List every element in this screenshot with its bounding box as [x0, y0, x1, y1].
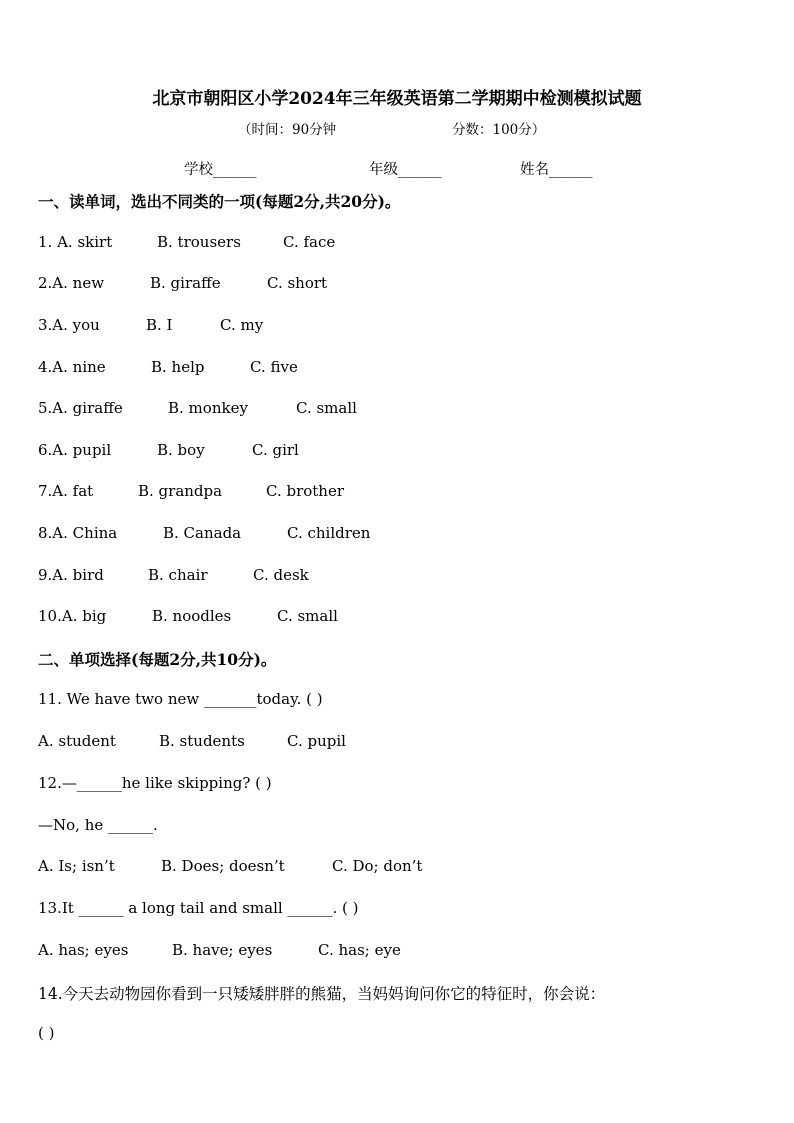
option-b: B. chair — [148, 566, 208, 584]
exam-meta — [238, 118, 546, 138]
option-a: 5.A. giraffe — [38, 399, 123, 417]
option-a: 3.A. you — [38, 316, 100, 334]
option-c: C. brother — [266, 482, 345, 500]
question-row — [38, 482, 758, 502]
grade-field: 年级______ — [369, 162, 442, 178]
option-a: 1. A. skirt — [38, 233, 113, 251]
question-13-stem: 13.It ______ a long tail and small ______. ( ) — [38, 899, 359, 917]
exam-time: （时间：90分钟 — [238, 122, 337, 138]
question-row — [38, 358, 758, 378]
option-b: B. Does; doesn’t — [161, 857, 285, 875]
option-b: B. I — [146, 316, 173, 334]
question-row — [38, 399, 758, 419]
option-c: C. desk — [253, 566, 309, 584]
option-a: 2.A. new — [38, 274, 105, 292]
question-row — [38, 607, 758, 627]
option-b: B. Canada — [163, 524, 242, 542]
question-row — [38, 566, 758, 586]
option-b: B. students — [159, 732, 245, 750]
option-a: 4.A. nine — [38, 358, 106, 376]
question-12-reply: —No, he ______. — [38, 816, 158, 834]
option-b: B. trousers — [157, 233, 241, 251]
question-12-stem: 12.—______he like skipping? ( ) — [38, 774, 272, 792]
page-title: 北京市朝阳区小学2024年三年级英语第二学期期中检测模拟试题 — [152, 89, 642, 109]
option-a: A. Is; isn’t — [38, 857, 115, 875]
option-c: C. small — [277, 607, 338, 625]
option-a: 9.A. bird — [38, 566, 104, 584]
option-b: B. noodles — [152, 607, 232, 625]
option-a: 8.A. China — [38, 524, 118, 542]
question-11-stem: 11. We have two new _______today. ( ) — [38, 690, 323, 708]
option-a: 10.A. big — [38, 607, 107, 625]
question-row — [38, 524, 758, 544]
exam-score: 分数：100分） — [452, 122, 546, 138]
question-14-blank: ( ) — [38, 1024, 55, 1042]
option-b: B. help — [151, 358, 205, 376]
question-row — [38, 233, 758, 253]
question-11-options — [38, 732, 758, 752]
question-row — [38, 274, 758, 294]
option-a: A. has; eyes — [38, 941, 129, 959]
option-a: 6.A. pupil — [38, 441, 112, 459]
option-c: C. short — [267, 274, 328, 292]
option-c: C. pupil — [287, 732, 346, 750]
section-1-heading: 一、读单词，选出不同类的一项(每题2分,共20分)。 — [38, 192, 401, 211]
option-c: C. face — [283, 233, 336, 251]
option-c: C. five — [250, 358, 298, 376]
option-c: C. has; eye — [318, 941, 401, 959]
option-c: C. children — [287, 524, 371, 542]
question-row — [38, 441, 758, 461]
option-c: C. small — [296, 399, 357, 417]
option-b: B. have; eyes — [172, 941, 273, 959]
question-row — [38, 316, 758, 336]
option-b: B. boy — [157, 441, 205, 459]
school-field: 学校______ — [184, 162, 257, 178]
option-c: C. my — [220, 316, 264, 334]
section-2-heading: 二、单项选择(每题2分,共10分)。 — [38, 650, 277, 669]
option-b: B. giraffe — [150, 274, 221, 292]
option-b: B. monkey — [168, 399, 248, 417]
question-14-stem: 14.今天去动物园你看到一只矮矮胖胖的熊猫，当妈妈询问你它的特征时，你会说： — [38, 985, 606, 1003]
option-b: B. grandpa — [138, 482, 223, 500]
question-12-options — [38, 857, 758, 877]
option-a: 7.A. fat — [38, 482, 94, 500]
option-c: C. girl — [252, 441, 299, 459]
name-field: 姓名______ — [520, 162, 593, 178]
option-a: A. student — [38, 732, 116, 750]
question-13-options — [38, 941, 758, 961]
option-c: C. Do; don’t — [332, 857, 423, 875]
